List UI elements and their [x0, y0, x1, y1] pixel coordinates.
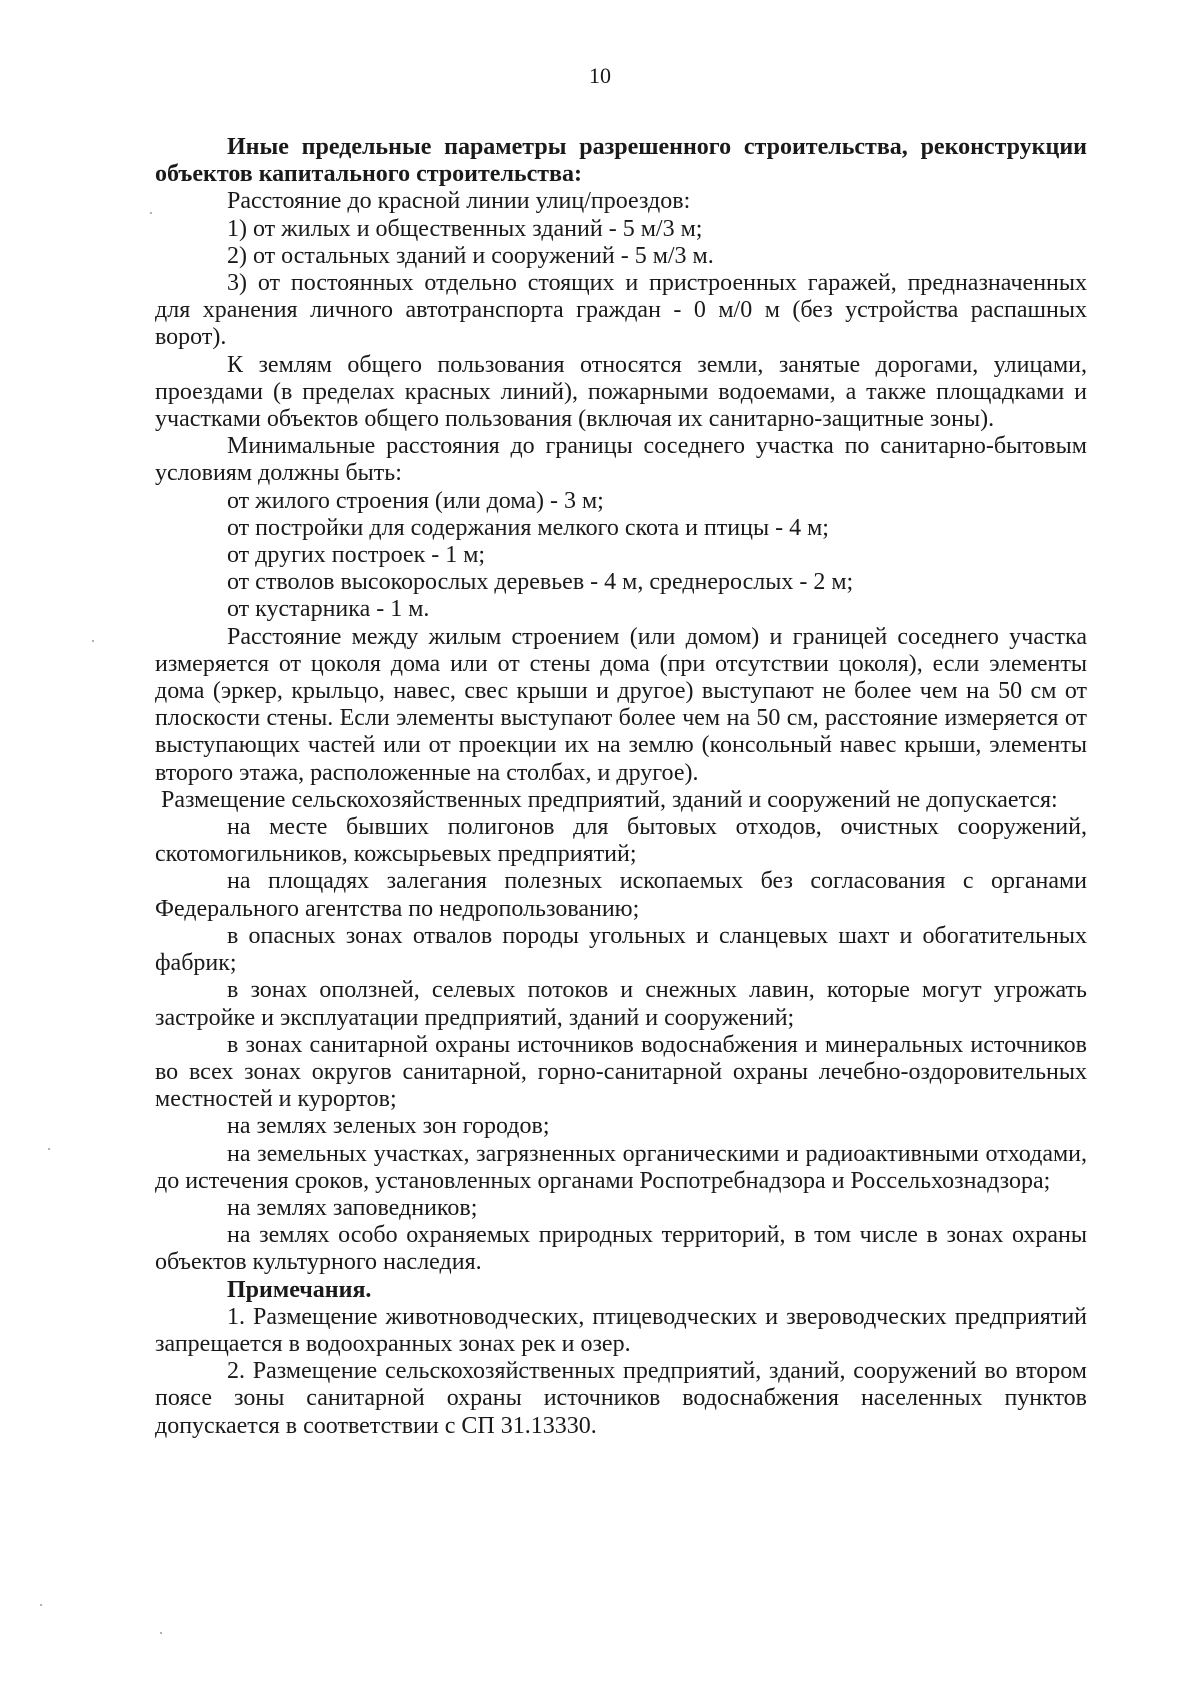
- list-item: на земельных участках, загрязненных органическими и радиоактивными отходами, до истечения сроков, установленных органами Роспотребнадзора и Россельхознадзора;: [155, 1140, 1087, 1194]
- list-item: на землях зеленых зон городов;: [227, 1113, 550, 1140]
- scan-speck: [92, 640, 94, 642]
- list-item: на землях особо охраняемых природных территорий, в том числе в зонах охраны объектов культурного наследия.: [155, 1222, 1087, 1276]
- list-item: на площадях залегания полезных ископаемых без согласования с органами Федерального агентства по недропользованию;: [155, 868, 1087, 922]
- list-item: 3) от постоянных отдельно стоящих и пристроенных гаражей, предназначенных для хранения личного автотранспорта граждан - 0 м/0 м (без устройства распашных ворот).: [155, 270, 1087, 351]
- section-heading: Иные предельные параметры разрешенного строительства, реконструкции объектов капитального строительства:: [155, 134, 1087, 188]
- page-number: 10: [589, 63, 611, 88]
- scan-speck: [150, 212, 152, 214]
- paragraph: Размещение сельскохозяйственных предприятий, зданий и сооружений не допускается:: [161, 786, 1058, 813]
- list-item: в зонах оползней, селевых потоков и снежных лавин, которые могут угрожать застройке и эксплуатации предприятий, зданий и сооружений;: [155, 977, 1087, 1031]
- document-body: [155, 134, 1087, 1440]
- scan-speck: [160, 1632, 162, 1634]
- list-item: в зонах санитарной охраны источников водоснабжения и минеральных источников во всех зонах округов санитарной, горно-санитарной охраны лечебно-оздоровительных местностей и курортов;: [155, 1031, 1087, 1113]
- paragraph: Расстояние до красной линии улиц/проездов:: [227, 188, 691, 215]
- list-item: от кустарника - 1 м.: [227, 596, 430, 623]
- list-item: от других построек - 1 м;: [227, 542, 486, 569]
- list-item: в опасных зонах отвалов породы угольных и сланцевых шахт и обогатительных фабрик;: [155, 922, 1087, 977]
- list-item: на месте бывших полигонов для бытовых отходов, очистных сооружений, скотомогильников, кожсырьевых предприятий;: [155, 814, 1087, 868]
- scan-speck: [48, 1148, 50, 1150]
- notes-heading: Примечания.: [227, 1276, 372, 1303]
- list-item: 1) от жилых и общественных зданий - 5 м/3 м;: [227, 215, 703, 242]
- list-item: от жилого строения (или дома) - 3 м;: [227, 487, 604, 514]
- list-item: на землях заповедников;: [227, 1194, 478, 1221]
- list-item: от постройки для содержания мелкого скота и птицы - 4 м;: [227, 514, 829, 541]
- scan-speck: [40, 1604, 42, 1606]
- list-item: от стволов высокорослых деревьев - 4 м, среднерослых - 2 м;: [227, 569, 854, 596]
- paragraph: Минимальные расстояния до границы соседнего участка по санитарно-бытовым условиям должны быть:: [155, 433, 1087, 487]
- paragraph: К землям общего пользования относятся земли, занятые дорогами, улицами, проездами (в пределах красных линий), пожарными водоемами, а также площадками и участками объектов общего пользования (включая их санитарно-защитные зоны).: [155, 351, 1087, 433]
- note-item: 1. Размещение животноводческих, птицеводческих и звероводческих предприятий запрещается в водоохранных зонах рек и озер.: [155, 1303, 1087, 1357]
- list-item: 2) от остальных зданий и сооружений - 5 м/3 м.: [227, 242, 714, 269]
- note-item: 2. Размещение сельскохозяйственных предприятий, зданий, сооружений во втором поясе зоны санитарной охраны источников водоснабжения населенных пунктов допускается в соответствии с СП 31.13330.: [155, 1358, 1087, 1439]
- paragraph: Расстояние между жилым строением (или домом) и границей соседнего участка измеряется от цоколя дома или от стены дома (при отсутствии цоколя), если элементы дома (эркер, крыльцо, навес, свес крыши и другое) выступают не более чем на 50 см от плоскости стены. Если элементы выступают более чем на 50 см, расстояние измеряется от выступающих частей или от проекции их на землю (консольный навес крыши, элементы второго этажа, расположенные на столбах, и другое).: [155, 623, 1087, 786]
